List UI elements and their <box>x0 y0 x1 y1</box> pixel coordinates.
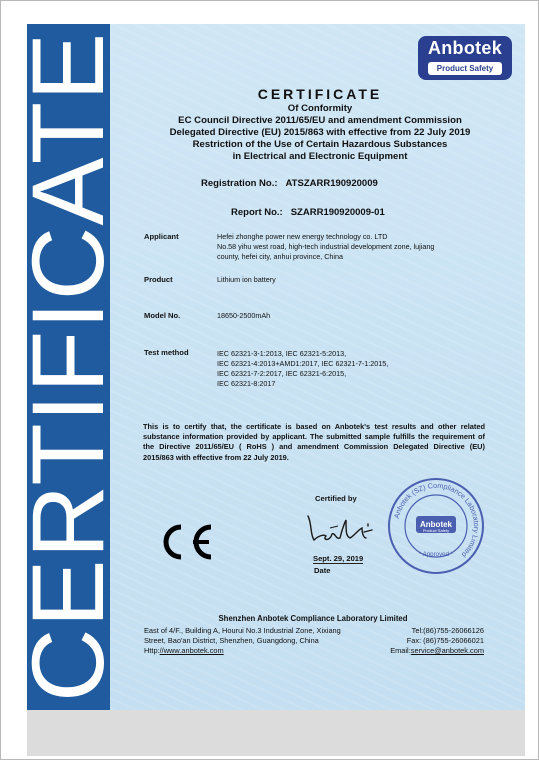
applicant-address-line: county, hefei city, anhui province, China <box>217 252 343 261</box>
side-band <box>11 24 125 710</box>
logo-tagline: Product Safety <box>428 62 502 75</box>
lab-website-link[interactable]: //www.anbotek.com <box>159 646 224 655</box>
signature <box>302 510 382 546</box>
model-value: 18650-2500mAh <box>217 311 271 320</box>
applicant-address-line: No.58 yihu west road, high-tech industrial development zone, lujiang <box>217 242 435 251</box>
lab-address-row <box>144 636 484 646</box>
report-row <box>231 207 385 218</box>
certificate-title: CERTIFICATE <box>257 86 383 102</box>
anbotek-logo <box>418 36 512 80</box>
stamp-center-tagline: Product Safety <box>422 528 450 533</box>
registration-number: ATSZARR190920009 <box>285 178 378 189</box>
subtitle-line: Restriction of the Use of Certain Hazardous Substances <box>192 139 448 150</box>
ce-mark-icon <box>155 522 217 562</box>
applicant-label: Applicant <box>144 232 179 241</box>
stamp-ring-text: Anbotek (SZ) Compliance Laboratory Limited <box>391 480 482 560</box>
subtitle-line: in Electrical and Electronic Equipment <box>232 151 408 162</box>
lab-tel: Tel:(86)755-26066126 <box>411 626 484 635</box>
test-method-label: Test method <box>144 348 189 357</box>
product-value: Lithium ion battery <box>217 275 276 284</box>
lab-name: Shenzhen Anbotek Compliance Laboratory Limited <box>218 614 408 623</box>
lab-fax: Fax: (86)755-26066021 <box>406 636 484 645</box>
registration-row <box>201 178 378 189</box>
subtitle-line: Of Conformity <box>287 103 353 114</box>
stamp-center-brand: Anbotek <box>420 520 452 529</box>
report-number: SZARR190920009-01 <box>290 207 385 218</box>
test-method-line: IEC 62321-7-2:2017, IEC 62321-6:2015, <box>217 369 347 378</box>
applicant-name: Hefei zhonghe power new energy technology co. LTD <box>217 232 388 241</box>
logo-brand: Anbotek <box>427 38 503 58</box>
lab-address-row <box>144 626 484 636</box>
side-certificate-word: CERTIFICATE <box>11 31 125 703</box>
test-method-line: IEC 62321-3-1:2013, IEC 62321-5:2013, <box>217 349 347 358</box>
product-label: Product <box>144 275 173 284</box>
subtitle-line: EC Council Directive 2011/65/EU and amendment Commission <box>178 115 462 126</box>
date-label: Date <box>314 566 331 575</box>
lab-email-prefix: Email: <box>390 646 411 655</box>
model-label: Model No. <box>144 311 181 320</box>
stamp-approved: * Approved * <box>418 551 454 558</box>
lab-email-wrap <box>390 646 484 656</box>
report-label: Report No.: <box>231 207 283 218</box>
certification-statement: This is to certify that, the certificate is based on Anbotek's test results and other related substance information provided by applicant. The submitted sample fulfills the requirement of the Directive 2011/65/EU ( RoHS ) and amendment Commission Delegated Directive (EU) 2015/863 with effective from 22 July 2019. <box>143 422 485 462</box>
certified-by-label: Certified by <box>315 494 357 503</box>
approval-stamp <box>386 476 486 576</box>
test-method-line: IEC 62321-8:2017 <box>217 379 276 388</box>
subtitle-line: Delegated Directive (EU) 2015/863 with effective from 22 July 2019 <box>169 127 471 138</box>
certification-date: Sept. 29, 2019 <box>313 554 364 563</box>
lab-address-line: Street, Bao'an District, Shenzhen, Guangdong, China <box>144 636 319 645</box>
lab-contact-row <box>144 646 484 656</box>
lab-website-wrap <box>144 646 224 656</box>
test-method-line: IEC 62321-4:2013+AMD1:2017, IEC 62321-7-1:2015, <box>217 359 389 368</box>
registration-label: Registration No.: <box>201 178 278 189</box>
bottom-margin <box>27 710 525 756</box>
lab-email-link[interactable]: service@anbotek.com <box>410 646 484 655</box>
lab-website-prefix: Http: <box>144 646 160 655</box>
lab-address-line: East of 4/F., Building A, Hourui No.3 Industrial Zone, Xixiang <box>144 626 341 635</box>
